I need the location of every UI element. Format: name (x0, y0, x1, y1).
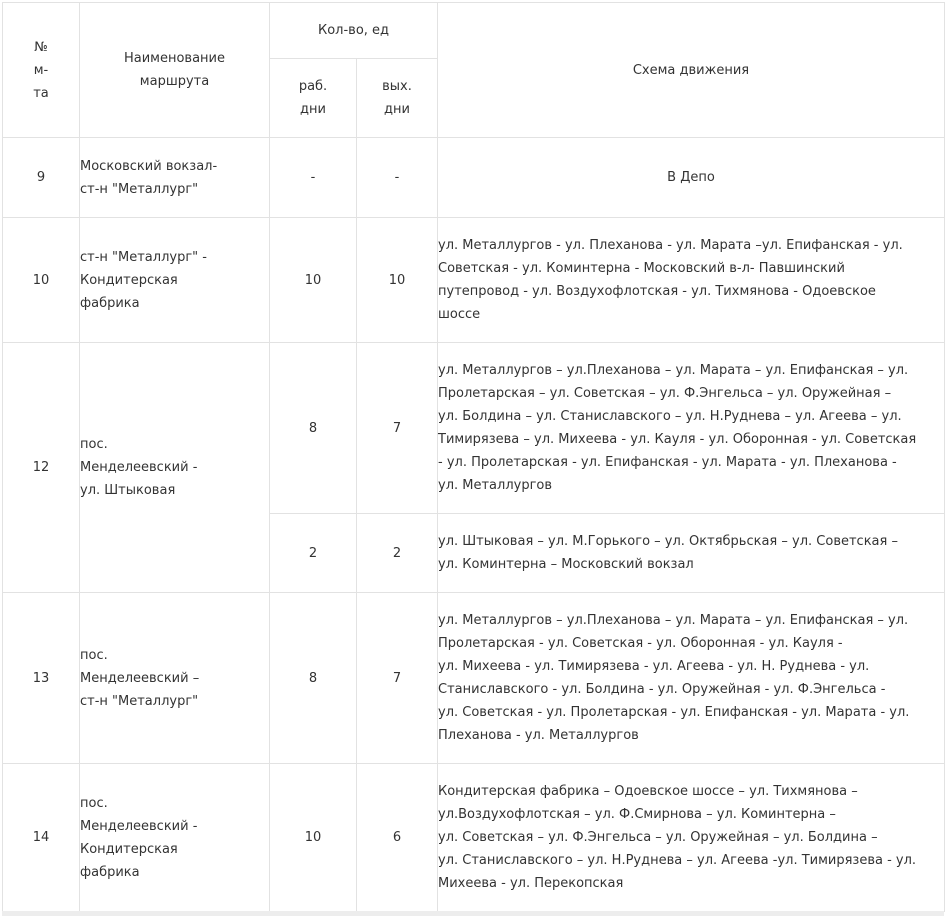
table-row (3, 593, 945, 764)
table-row (3, 138, 945, 218)
route-number-cell: 14 (3, 764, 80, 912)
scheme-cell: ул. Металлургов - ул. Плеханова - ул. Марата –ул. Епифанская - ул. Советская - ул. Коминтерна - Московский в-л- Павшинский путепровод - ул. Воздухофлотская - ул. Тихмянова - Одоевское шоссе (438, 218, 945, 343)
work-days-cell: - (270, 138, 357, 218)
route-name-cell: пос. Менделеевский – ст-н "Металлург" (80, 593, 270, 764)
scheme-cell: В Депо (438, 138, 945, 218)
off-days-cell: - (357, 138, 438, 218)
route-name-cell: пос. Менделеевский - ул. Штыковая (80, 343, 270, 593)
route-number-cell: 13 (3, 593, 80, 764)
off-days-cell: 10 (357, 218, 438, 343)
header-route-name: Наименование маршрута (80, 3, 270, 138)
work-days-cell: 10 (270, 218, 357, 343)
scheme-cell: Кондитерская фабрика – Одоевское шоссе – ул. Тихмянова – ул.Воздухофлотская – ул. Ф.Смирнова – ул. Коминтерна – ул. Советская – ул. Ф.Энгельса – ул. Оружейная – ул. Болдина – ул. Станиславского – ул. Н.Руднева – ул. Агеева -ул. Тимирязева - ул. Михеева - ул. Перекопская (438, 764, 945, 912)
route-number-cell: 10 (3, 218, 80, 343)
off-days-cell: 7 (357, 343, 438, 514)
header-off-days: вых. дни (357, 59, 438, 138)
work-days-cell: 8 (270, 593, 357, 764)
route-name-cell: пос. Менделеевский - Кондитерская фабрика (80, 764, 270, 912)
route-name-cell: ст-н "Металлург" - Кондитерская фабрика (80, 218, 270, 343)
work-days-cell: 2 (270, 514, 357, 593)
scheme-cell: ул. Металлургов – ул.Плеханова – ул. Марата – ул. Епифанская – ул. Пролетарская – ул. Советская – ул. Ф.Энгельса – ул. Оружейная – ул. Болдина – ул. Станиславского – ул. Н.Руднева – ул. Агеева – ул. Тимирязева – ул. Михеева - ул. Кауля - ул. Оборонная - ул. Советская - ул. Пролетарская - ул. Епифанская - ул. Марата - ул. Плеханова - ул. Металлургов (438, 343, 945, 514)
work-days-cell: 10 (270, 764, 357, 912)
scheme-cell: ул. Металлургов – ул.Плеханова – ул. Марата – ул. Епифанская – ул. Пролетарская - ул. Советская - ул. Оборонная - ул. Кауля - ул. Михеева - ул. Тимирязева - ул. Агеева - ул. Н. Руднева - ул. Станиславского - ул. Болдина - ул. Оружейная - ул. Ф.Энгельса - ул. Советская - ул. Пролетарская - ул. Епифанская - ул. Марата - ул. Плеханова - ул. Металлургов (438, 593, 945, 764)
off-days-cell: 6 (357, 764, 438, 912)
route-number-cell: 12 (3, 343, 80, 593)
route-number-cell: 9 (3, 138, 80, 218)
header-route-number: № м- та (3, 3, 80, 138)
table-row (3, 218, 945, 343)
off-days-cell: 2 (357, 514, 438, 593)
work-days-cell: 8 (270, 343, 357, 514)
horizontal-scrollbar[interactable] (2, 911, 944, 916)
header-row (3, 3, 945, 59)
off-days-cell: 7 (357, 593, 438, 764)
route-name-cell: Московский вокзал- ст-н "Металлург" (80, 138, 270, 218)
header-scheme: Схема движения (438, 3, 945, 138)
routes-table (2, 2, 945, 912)
scheme-cell: ул. Штыковая – ул. М.Горького – ул. Октябрьская – ул. Советская – ул. Коминтерна – Московский вокзал (438, 514, 945, 593)
table-row (3, 764, 945, 912)
header-quantity: Кол-во, ед (270, 3, 438, 59)
table-row (3, 343, 945, 514)
header-work-days: раб. дни (270, 59, 357, 138)
